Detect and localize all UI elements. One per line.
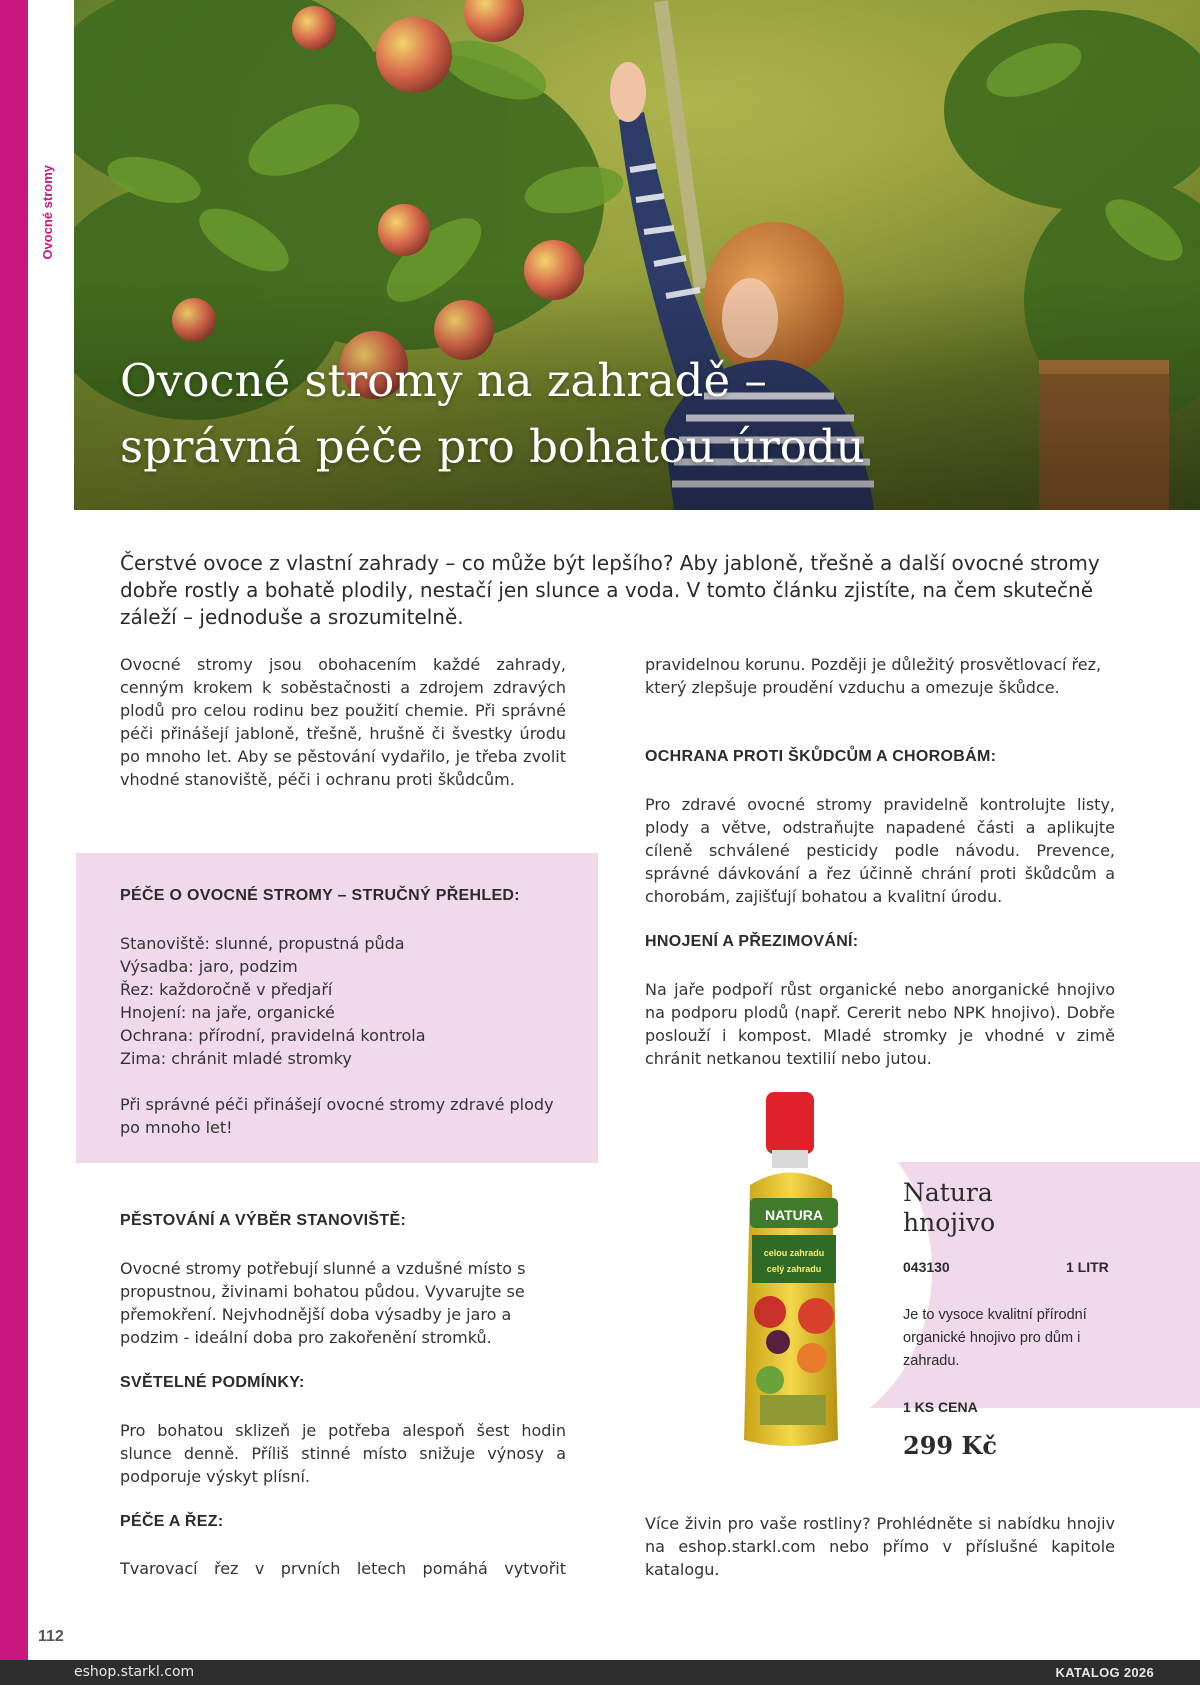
natura-fertilizer-bottle: [720, 1090, 865, 1450]
list-item: Řez: každoročně v předjaří: [120, 980, 333, 999]
price-label: 1 KS CENA: [903, 1399, 978, 1415]
svg-text:celou zahradu: celou zahradu: [763, 1248, 825, 1258]
product-code: 043130: [903, 1259, 950, 1275]
list-item: Stanoviště: slunné, propustná půda: [120, 934, 405, 953]
heading-pests: OCHRANA PROTI ŠKŮDCŮM A CHOROBÁM:: [645, 748, 997, 765]
left-para-intro: Ovocné stromy jsou obohacením každé zahrady, cenným krokem k soběstačnosti a zdrojem zdravých plodů pro celou rodinu bez použití chemie. Při správné péči přinášejí jabloně, třešně, hrušně či švestky úrodu po mnoho let. Aby se pěstování vydařilo, je třeba zvolit vhodné stanoviště, péči i ochranu proti škůdcům.: [120, 655, 566, 789]
para-growing: Ovocné stromy potřebují slunné a vzdušné místo s propustnou, živinami bohatou půdou. Vyvarujte se přemokření. Nejvhodnější doba výsadby je jaro a podzim - ideální doba pro zakořenění stromků.: [120, 1259, 526, 1347]
more-fertilizers-note: Více živin pro vaše rostliny? Prohlédněte si nabídku hnojiv na eshop.starkl.com nebo přímo v příslušné kapitole katalogu.: [645, 1514, 1115, 1579]
care-overview-closing: Při správné péči přinášejí ovocné stromy zdravé plody po mnoho let!: [120, 1095, 554, 1137]
heading-light: SVĚTELNÉ PODMÍNKY:: [120, 1374, 305, 1391]
svg-text:NATURA: NATURA: [764, 1207, 824, 1223]
list-item: Výsadba: jaro, podzim: [120, 957, 298, 976]
list-item: Zima: chránit mladé stromky: [120, 1049, 352, 1068]
page-title: Ovocné stromy na zahradě – správná péče pro bohatou úrodu: [120, 354, 865, 473]
para-pruning-cont: pravidelnou korunu. Později je důležitý prosvětlovací řez, který zlepšuje proudění vzduchu a omezuje škůdce.: [645, 655, 1102, 697]
section-label: Ovocné stromy: [40, 165, 55, 260]
product-price: 299 Kč: [903, 1431, 997, 1460]
para-pruning: Tvarovací řez v prvních letech pomáhá vytvořit: [120, 1559, 566, 1578]
hero-photo: [74, 0, 1200, 510]
list-item: Ochrana: přírodní, pravidelná kontrola: [120, 1026, 426, 1045]
para-light: Pro bohatou sklizeň je potřeba alespoň šest hodin slunce denně. Příliš stinné místo snižuje výnosy a podporuje výskyt plísní.: [120, 1421, 566, 1486]
product-description: Je to vysoce kvalitní přírodní organické hnojivo pro dům i zahradu.: [903, 1307, 1087, 1369]
intro-paragraph: Čerstvé ovoce z vlastní zahrady – co může být lepšího? Aby jabloně, třešně a další ovocné stromy dobře rostly a bohatě plodily, nestačí jen slunce a voda. V tomto článku zjistíte, na čem skutečně záleží – jednoduše a srozumitelně.: [120, 551, 1100, 629]
para-pests: Pro zdravé ovocné stromy pravidelně kontrolujte listy, plody a větve, odstraňujte napadené části a aplikujte cíleně schválené pesticidy podle návodu. Prevence, správné dávkování a řez účinně chrání proti škůdcům a chorobám, zajišťují bohatou a kvalitní úrodu.: [645, 795, 1115, 906]
heading-pruning: PÉČE A ŘEZ:: [120, 1513, 224, 1530]
product-name: Natura hnojivo: [903, 1178, 996, 1237]
heading-growing: PĚSTOVÁNÍ A VÝBĚR STANOVIŠTĚ:: [120, 1212, 407, 1229]
product-size: 1 LITR: [1066, 1259, 1109, 1275]
footer-catalog-label: KATALOG 2026: [1055, 1665, 1154, 1680]
footer-bar: [0, 1660, 1200, 1685]
care-overview-list: [120, 932, 566, 1070]
care-overview-heading: PÉČE O OVOCNÉ STROMY – STRUČNÝ PŘEHLED:: [120, 887, 520, 904]
footer-website[interactable]: eshop.starkl.com: [74, 1664, 195, 1680]
list-item: Hnojení: na jaře, organické: [120, 1003, 335, 1022]
svg-text:celý zahradu: celý zahradu: [766, 1264, 822, 1274]
para-fertilizing: Na jaře podpoří růst organické nebo anorganické hnojivo na podporu plodů (např. Cererit nebo NPK hnojivo). Dobře poslouží i kompost. Mladé stromky je vhodné v zimě chránit netkanou textilií nebo jutou.: [645, 980, 1115, 1068]
side-accent-bar: [0, 0, 28, 1660]
page-number: 112: [38, 1628, 64, 1645]
heading-fertilizing: HNOJENÍ A PŘEZIMOVÁNÍ:: [645, 933, 859, 950]
